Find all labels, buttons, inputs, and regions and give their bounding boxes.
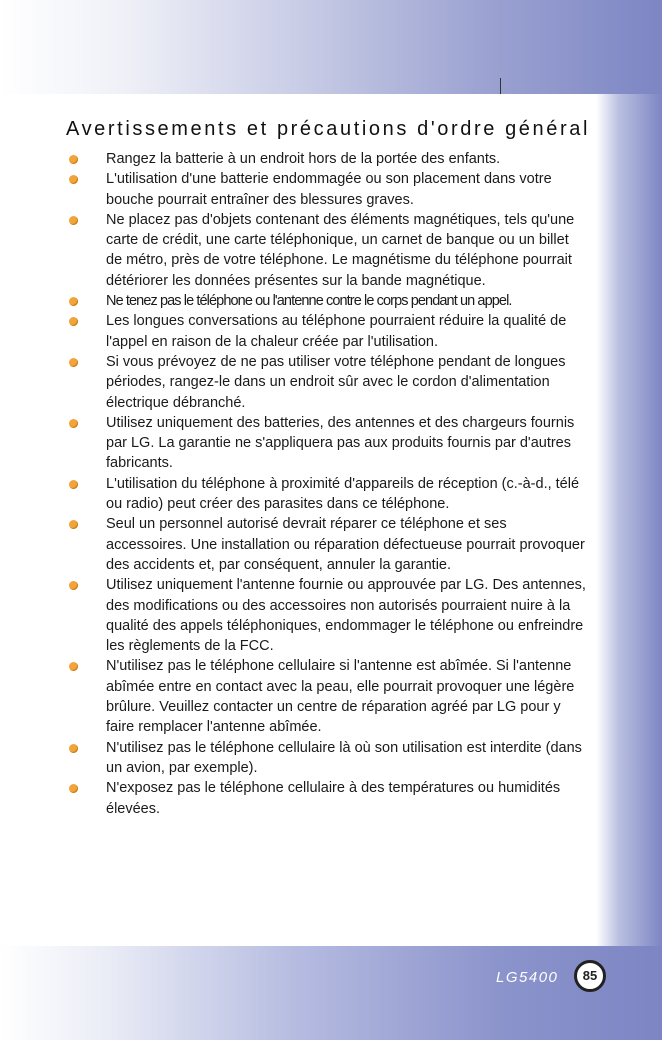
list-item [66,474,586,515]
page-title: Avertissements et précautions d'ordre général [66,118,591,140]
bullet-icon [69,358,78,367]
list-item-text: L'utilisation d'une batterie endommagée ou son placement dans votre bouche pourrait entraîner des blessures graves. [106,171,552,208]
list-item [66,738,586,779]
bullet-icon [69,419,78,428]
bullet-icon [69,581,78,590]
bullet-icon [69,175,78,184]
bottom-decorative-band [0,946,662,1040]
bullet-icon [69,784,78,793]
list-item [66,514,586,575]
list-item [66,210,586,291]
list-item-text: N'utilisez pas le téléphone cellulaire là où son utilisation est interdite (dans un avion, par exemple). [106,739,582,776]
list-item-text: Les longues conversations au téléphone pourraient réduire la qualité de l'appel en raison de la chaleur créée par l'utilisation. [106,313,567,350]
list-item [66,169,586,210]
list-item-text: Si vous prévoyez de ne pas utiliser votre téléphone pendant de longues périodes, rangez-le dans un endroit sûr avec le cordon d'alimentation électrique débranché. [106,353,566,411]
list-item-text: Utilisez uniquement des batteries, des antennes et des chargeurs fournis par LG. La garantie ne s'appliquera pas aux produits fournis par d'autres fabricants. [106,414,575,472]
bullet-icon [69,297,78,306]
bullet-icon [69,155,78,164]
list-item [66,575,586,656]
list-item-text: N'utilisez pas le téléphone cellulaire si l'antenne est abîmée. Si l'antenne abîmée entre en contact avec la peau, elle pourrait provoquer une légère brûlure. Veuillez contacter un centre de réparation agréé par LG pour y faire remplacer l'antenne abîmée. [106,658,575,736]
bullet-icon [69,744,78,753]
list-item [66,311,586,352]
header-tick-mark [500,78,501,94]
main-content [66,118,591,819]
page-number-badge: 85 [574,960,606,992]
list-item [66,149,586,169]
list-item [66,291,586,311]
list-item [66,352,586,413]
warning-list [66,149,586,819]
bullet-icon [69,216,78,225]
list-item [66,413,586,474]
bullet-icon [69,317,78,326]
list-item-text: Ne tenez pas le téléphone ou l'antenne contre le corps pendant un appel. [106,293,512,310]
right-decorative-band [596,94,662,946]
model-label: LG5400 [496,969,559,986]
list-item-text: Seul un personnel autorisé devrait réparer ce téléphone et ses accessoires. Une installation ou réparation défectueuse pourrait provoquer des accidents et, par conséquent, annuler la garantie. [106,516,585,573]
bullet-icon [69,480,78,489]
list-item-text: Utilisez uniquement l'antenne fournie ou approuvée par LG. Des antennes, des modifications ou des accessoires non autorisés pourraient nuire à la qualité des appels téléphoniques, endommager le téléphone ou enfreindre les règlements de la FCC. [106,577,586,655]
bullet-icon [69,662,78,671]
list-item-text: Ne placez pas d'objets contenant des éléments magnétiques, tels qu'une carte de crédit, une carte téléphonique, un carnet de banque ou un billet de métro, près de votre téléphone. Le magnétisme du téléphone pourrait détériorer les données présentes sur la bande magnétique. [106,211,575,289]
list-item-text: L'utilisation du téléphone à proximité d'appareils de réception (c.-à-d., télé ou radio) peut créer des parasites dans ce téléphone. [106,475,580,513]
top-decorative-band [0,0,662,94]
list-item [66,656,586,737]
list-item [66,778,586,819]
list-item-text: Rangez la batterie à un endroit hors de la portée des enfants. [106,151,501,167]
bullet-icon [69,520,78,529]
list-item-text: N'exposez pas le téléphone cellulaire à des températures ou humidités élevées. [106,780,561,817]
